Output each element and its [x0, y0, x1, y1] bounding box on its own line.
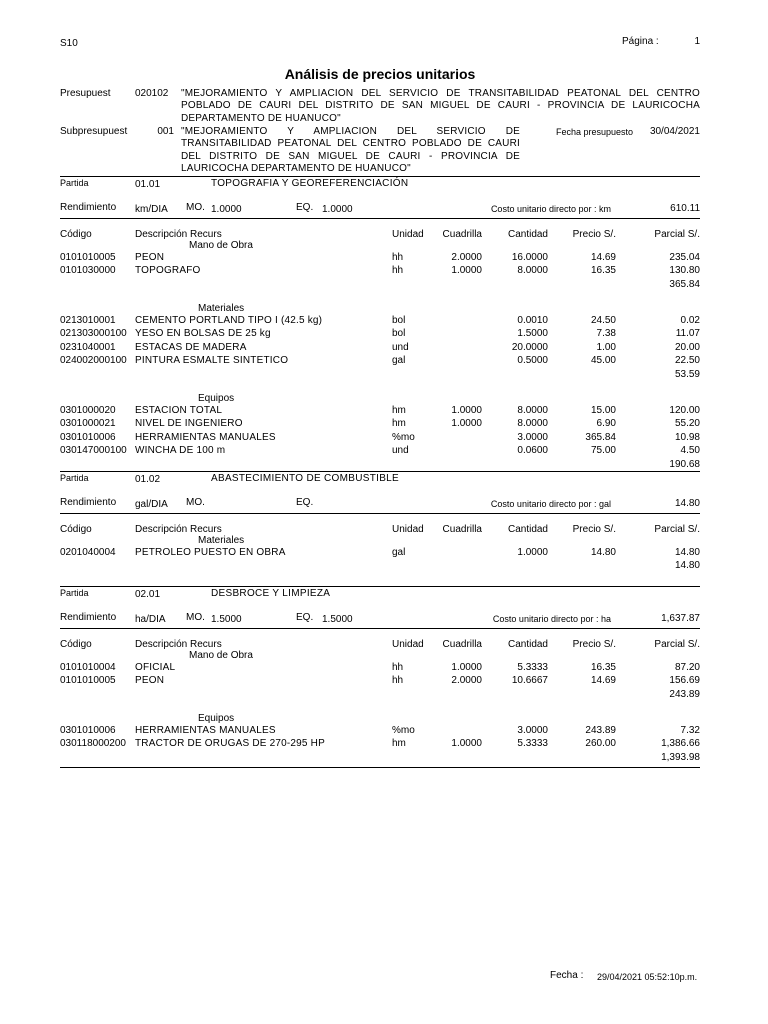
fecha-presupuesto-label: Fecha presupuesto [556, 127, 634, 137]
row-parcial: 4.50 [680, 445, 700, 456]
row-cantidad: 5.3333 [517, 661, 548, 673]
fecha-presupuesto-value: 30/04/2021 [649, 126, 700, 137]
partida-name: TOPOGRAFIA Y GEOREFERENCIACIÓN [211, 178, 409, 189]
mo-label: MO. [186, 497, 205, 508]
rendimiento-unit: gal/DIA [135, 499, 168, 510]
row-precio: 260.00 [585, 738, 616, 749]
row-cuadrilla: 2.0000 [451, 675, 482, 686]
row-codigo: 0301010006 [60, 724, 116, 736]
row-cuadrilla: 1.0000 [451, 404, 482, 416]
row-codigo: 0101010004 [60, 661, 116, 673]
col-header-precio: Precio S/. [572, 524, 616, 535]
row-unidad: bol [392, 314, 406, 326]
rendimiento-label: Rendimiento [60, 202, 117, 213]
eq-label: EQ. [296, 612, 314, 623]
partida-code: 01.02 [135, 474, 161, 485]
row-codigo: 030118000200 [60, 738, 126, 749]
row-descripcion: TOPOGRAFO [135, 265, 201, 276]
row-codigo: 021303000100 [60, 328, 127, 339]
col-header-parcial: Parcial S/. [654, 639, 700, 650]
col-header-codigo: Código [60, 229, 92, 240]
partida-name: ABASTECIMIENTO DE COMBUSTIBLE [211, 473, 399, 484]
rendimiento-rule [60, 513, 700, 514]
row-precio: 14.69 [590, 251, 616, 263]
partida-label: Partida [60, 588, 89, 598]
row-parcial: 87.20 [674, 661, 700, 673]
row-cantidad: 20.0000 [511, 341, 548, 353]
row-unidad: und [392, 341, 409, 353]
col-header-precio: Precio S/. [572, 229, 616, 240]
row-descripcion: HERRAMIENTAS MANUALES [135, 431, 276, 443]
row-unidad: bol [392, 328, 406, 339]
row-descripcion: YESO EN BOLSAS DE 25 kg [135, 328, 271, 339]
partida-top-rule [60, 176, 700, 177]
row-descripcion: WINCHA DE 100 m [135, 445, 226, 456]
group-name: Mano de Obra [189, 650, 253, 661]
mo-value: 1.5000 [211, 614, 242, 625]
row-precio: 16.35 [590, 265, 616, 276]
row-cuadrilla: 1.0000 [451, 661, 482, 673]
row-parcial: 120.00 [669, 404, 700, 416]
row-codigo: 0301010006 [60, 431, 116, 443]
page-number: 1 [694, 36, 700, 47]
row-unidad: %mo [392, 724, 415, 736]
row-unidad: hm [392, 418, 406, 429]
row-cantidad: 3.0000 [517, 724, 548, 736]
row-parcial: 10.98 [674, 431, 700, 443]
eq-value: 1.0000 [322, 204, 353, 215]
row-precio: 7.38 [596, 328, 616, 339]
row-parcial: 130.80 [669, 265, 700, 276]
row-parcial: 7.32 [680, 724, 700, 736]
row-precio: 45.00 [590, 355, 616, 366]
rendimiento-rule [60, 628, 700, 629]
row-codigo: 0213010001 [60, 314, 116, 326]
col-header-descripcion: Descripción Recurs [135, 229, 222, 240]
row-unidad: %mo [392, 431, 415, 443]
row-parcial: 156.69 [669, 675, 700, 686]
row-codigo: 0301000021 [60, 418, 116, 429]
row-cuadrilla: 1.0000 [451, 265, 482, 276]
row-unidad: hm [392, 738, 406, 749]
system-code: S10 [60, 38, 78, 49]
eq-value: 1.5000 [322, 614, 353, 625]
row-precio: 365.84 [585, 431, 616, 443]
row-precio: 24.50 [590, 314, 616, 326]
row-codigo: 030147000100 [60, 445, 127, 456]
col-header-parcial: Parcial S/. [654, 229, 700, 240]
costo-unitario-label: Costo unitario directo por : ha [492, 614, 611, 624]
col-header-precio: Precio S/. [572, 639, 616, 650]
row-descripcion: ESTACAS DE MADERA [135, 341, 247, 353]
partida-label: Partida [60, 473, 89, 483]
col-header-codigo: Código [60, 639, 92, 650]
row-parcial: 22.50 [674, 355, 700, 366]
row-codigo: 0101010005 [60, 251, 116, 263]
rendimiento-rule [60, 218, 700, 219]
footer-fecha-value: 29/04/2021 05:52:10p.m. [597, 972, 698, 982]
row-cantidad: 0.0600 [517, 445, 548, 456]
row-parcial: 0.02 [680, 314, 700, 326]
row-descripcion: PEON [135, 251, 165, 263]
row-codigo: 0231040001 [60, 341, 116, 353]
mo-label: MO. [186, 202, 205, 213]
partida-code: 02.01 [135, 589, 161, 600]
row-unidad: gal [392, 546, 406, 558]
row-codigo: 0301000020 [60, 404, 116, 416]
row-precio: 15.00 [590, 404, 616, 416]
group-subtotal: 53.59 [674, 368, 700, 380]
row-descripcion: OFICIAL [135, 661, 176, 673]
row-precio: 16.35 [590, 661, 616, 673]
row-parcial: 20.00 [674, 341, 700, 353]
partida-bottom-rule [60, 767, 700, 768]
row-cuadrilla: 1.0000 [451, 418, 482, 429]
row-cuadrilla: 2.0000 [451, 251, 482, 263]
partida-top-rule [60, 471, 700, 472]
row-unidad: gal [392, 355, 406, 366]
row-cantidad: 0.5000 [517, 355, 548, 366]
row-unidad: hh [392, 675, 404, 686]
rendimiento-label: Rendimiento [60, 497, 117, 508]
row-precio: 1.00 [596, 341, 616, 353]
row-cantidad: 10.6667 [511, 675, 548, 686]
row-codigo: 0201040004 [60, 546, 116, 558]
row-codigo: 0101010005 [60, 675, 116, 686]
group-name: Equipos [198, 393, 235, 404]
group-subtotal: 1,393.98 [661, 751, 700, 763]
group-subtotal: 14.80 [674, 560, 700, 571]
col-header-cuadrilla: Cuadrilla [442, 524, 482, 535]
row-descripcion: TRACTOR DE ORUGAS DE 270-295 HP [135, 738, 325, 749]
row-unidad: hh [392, 251, 404, 263]
footer-fecha-label: Fecha : [550, 970, 584, 981]
row-unidad: hh [392, 661, 404, 673]
row-cuadrilla: 1.0000 [451, 738, 482, 749]
costo-unitario-value: 14.80 [674, 498, 700, 509]
row-unidad: hm [392, 404, 406, 416]
row-precio: 14.80 [590, 546, 616, 558]
costo-unitario-value: 610.11 [670, 203, 700, 214]
col-header-descripcion: Descripción Recurs [135, 524, 222, 535]
group-name: Mano de Obra [189, 240, 253, 251]
col-header-unidad: Unidad [392, 524, 424, 535]
row-parcial: 1,386.66 [661, 738, 700, 749]
page-title: Análisis de precios unitarios [284, 66, 476, 82]
subpresupuesto-label: Subpresupuest [60, 126, 128, 137]
eq-label: EQ. [296, 497, 314, 508]
partida-top-rule [60, 586, 700, 587]
rendimiento-label: Rendimiento [60, 612, 117, 623]
row-cantidad: 8.0000 [517, 265, 548, 276]
row-parcial: 11.07 [675, 328, 700, 339]
col-header-unidad: Unidad [392, 639, 424, 650]
partida-name: DESBROCE Y LIMPIEZA [211, 588, 331, 599]
row-unidad: hh [392, 265, 404, 276]
row-cantidad: 0.0010 [517, 314, 548, 326]
row-precio: 14.69 [590, 675, 616, 686]
costo-unitario-label: Costo unitario directo por : km [490, 204, 611, 214]
mo-value: 1.0000 [211, 204, 242, 215]
row-descripcion: CEMENTO PORTLAND TIPO I (42.5 kg) [135, 314, 323, 326]
col-header-unidad: Unidad [392, 229, 424, 240]
presupuesto-description: "MEJORAMIENTO Y AMPLIACION DEL SERVICIO DE TRANSITABILIDAD PEATONAL DEL CENTRO POBLADO DE CAURI DEL DISTRITO DE SAN MIGUEL DE CAURI - PROVINCIA DE LAURICOCHA DEPARTAMENTO DE HUANUCO" [181, 88, 700, 124]
costo-unitario-value: 1,637.87 [661, 613, 700, 624]
row-cantidad: 1.0000 [517, 546, 548, 558]
group-subtotal: 190.68 [669, 458, 700, 470]
row-codigo: 0101030000 [60, 265, 116, 276]
col-header-cuadrilla: Cuadrilla [442, 229, 482, 240]
row-unidad: und [392, 445, 409, 456]
group-name: Materiales [198, 303, 245, 314]
col-header-descripcion: Descripción Recurs [135, 639, 222, 650]
presupuesto-code: 020102 [135, 88, 169, 99]
group-subtotal: 243.89 [669, 688, 700, 700]
col-header-cantidad: Cantidad [507, 639, 548, 650]
col-header-cantidad: Cantidad [507, 229, 548, 240]
row-cantidad: 16.0000 [511, 251, 548, 263]
col-header-cuadrilla: Cuadrilla [442, 639, 482, 650]
row-cantidad: 5.3333 [517, 738, 548, 749]
eq-label: EQ. [296, 202, 314, 213]
mo-label: MO. [186, 612, 205, 623]
col-header-parcial: Parcial S/. [654, 524, 700, 535]
row-descripcion: NIVEL DE INGENIERO [135, 418, 243, 429]
row-parcial: 235.04 [669, 251, 700, 263]
row-cantidad: 8.0000 [517, 418, 548, 429]
partida-label: Partida [60, 178, 89, 188]
row-descripcion: HERRAMIENTAS MANUALES [135, 724, 276, 736]
partida-code: 01.01 [135, 179, 161, 190]
row-descripcion: ESTACION TOTAL [135, 404, 223, 416]
subpresupuesto-description: "MEJORAMIENTO Y AMPLIACION DEL SERVICIO DE TRANSITABILIDAD PEATONAL DEL CENTRO POBLADO DE CAURI DEL DISTRITO DE SAN MIGUEL DE CAURI - PROVINCIA DE LAURICOCHA DEPARTAMENTO DE HUANUCO" [181, 126, 520, 175]
row-cantidad: 8.0000 [517, 404, 548, 416]
page-label: Página : [622, 36, 659, 47]
row-parcial: 14.80 [674, 546, 700, 558]
costo-unitario-label: Costo unitario directo por : gal [490, 499, 611, 509]
row-precio: 243.89 [585, 724, 616, 736]
col-header-codigo: Código [60, 524, 92, 535]
rendimiento-unit: km/DIA [135, 204, 168, 215]
row-descripcion: PETROLEO PUESTO EN OBRA [135, 546, 286, 558]
row-parcial: 55.20 [674, 418, 700, 429]
row-codigo: 024002000100 [60, 355, 127, 366]
row-cantidad: 1.5000 [517, 328, 548, 339]
presupuesto-label: Presupuest [60, 88, 111, 99]
row-precio: 75.00 [590, 445, 616, 456]
group-name: Equipos [198, 713, 235, 724]
row-descripcion: PINTURA ESMALTE SINTETICO [135, 355, 289, 366]
group-name: Materiales [198, 535, 245, 546]
rendimiento-unit: ha/DIA [135, 614, 166, 625]
row-precio: 6.90 [596, 418, 616, 429]
group-subtotal: 365.84 [669, 278, 700, 290]
row-descripcion: PEON [135, 675, 165, 686]
row-cantidad: 3.0000 [517, 431, 548, 443]
subpresupuesto-code: 001 [157, 126, 174, 137]
col-header-cantidad: Cantidad [507, 524, 548, 535]
